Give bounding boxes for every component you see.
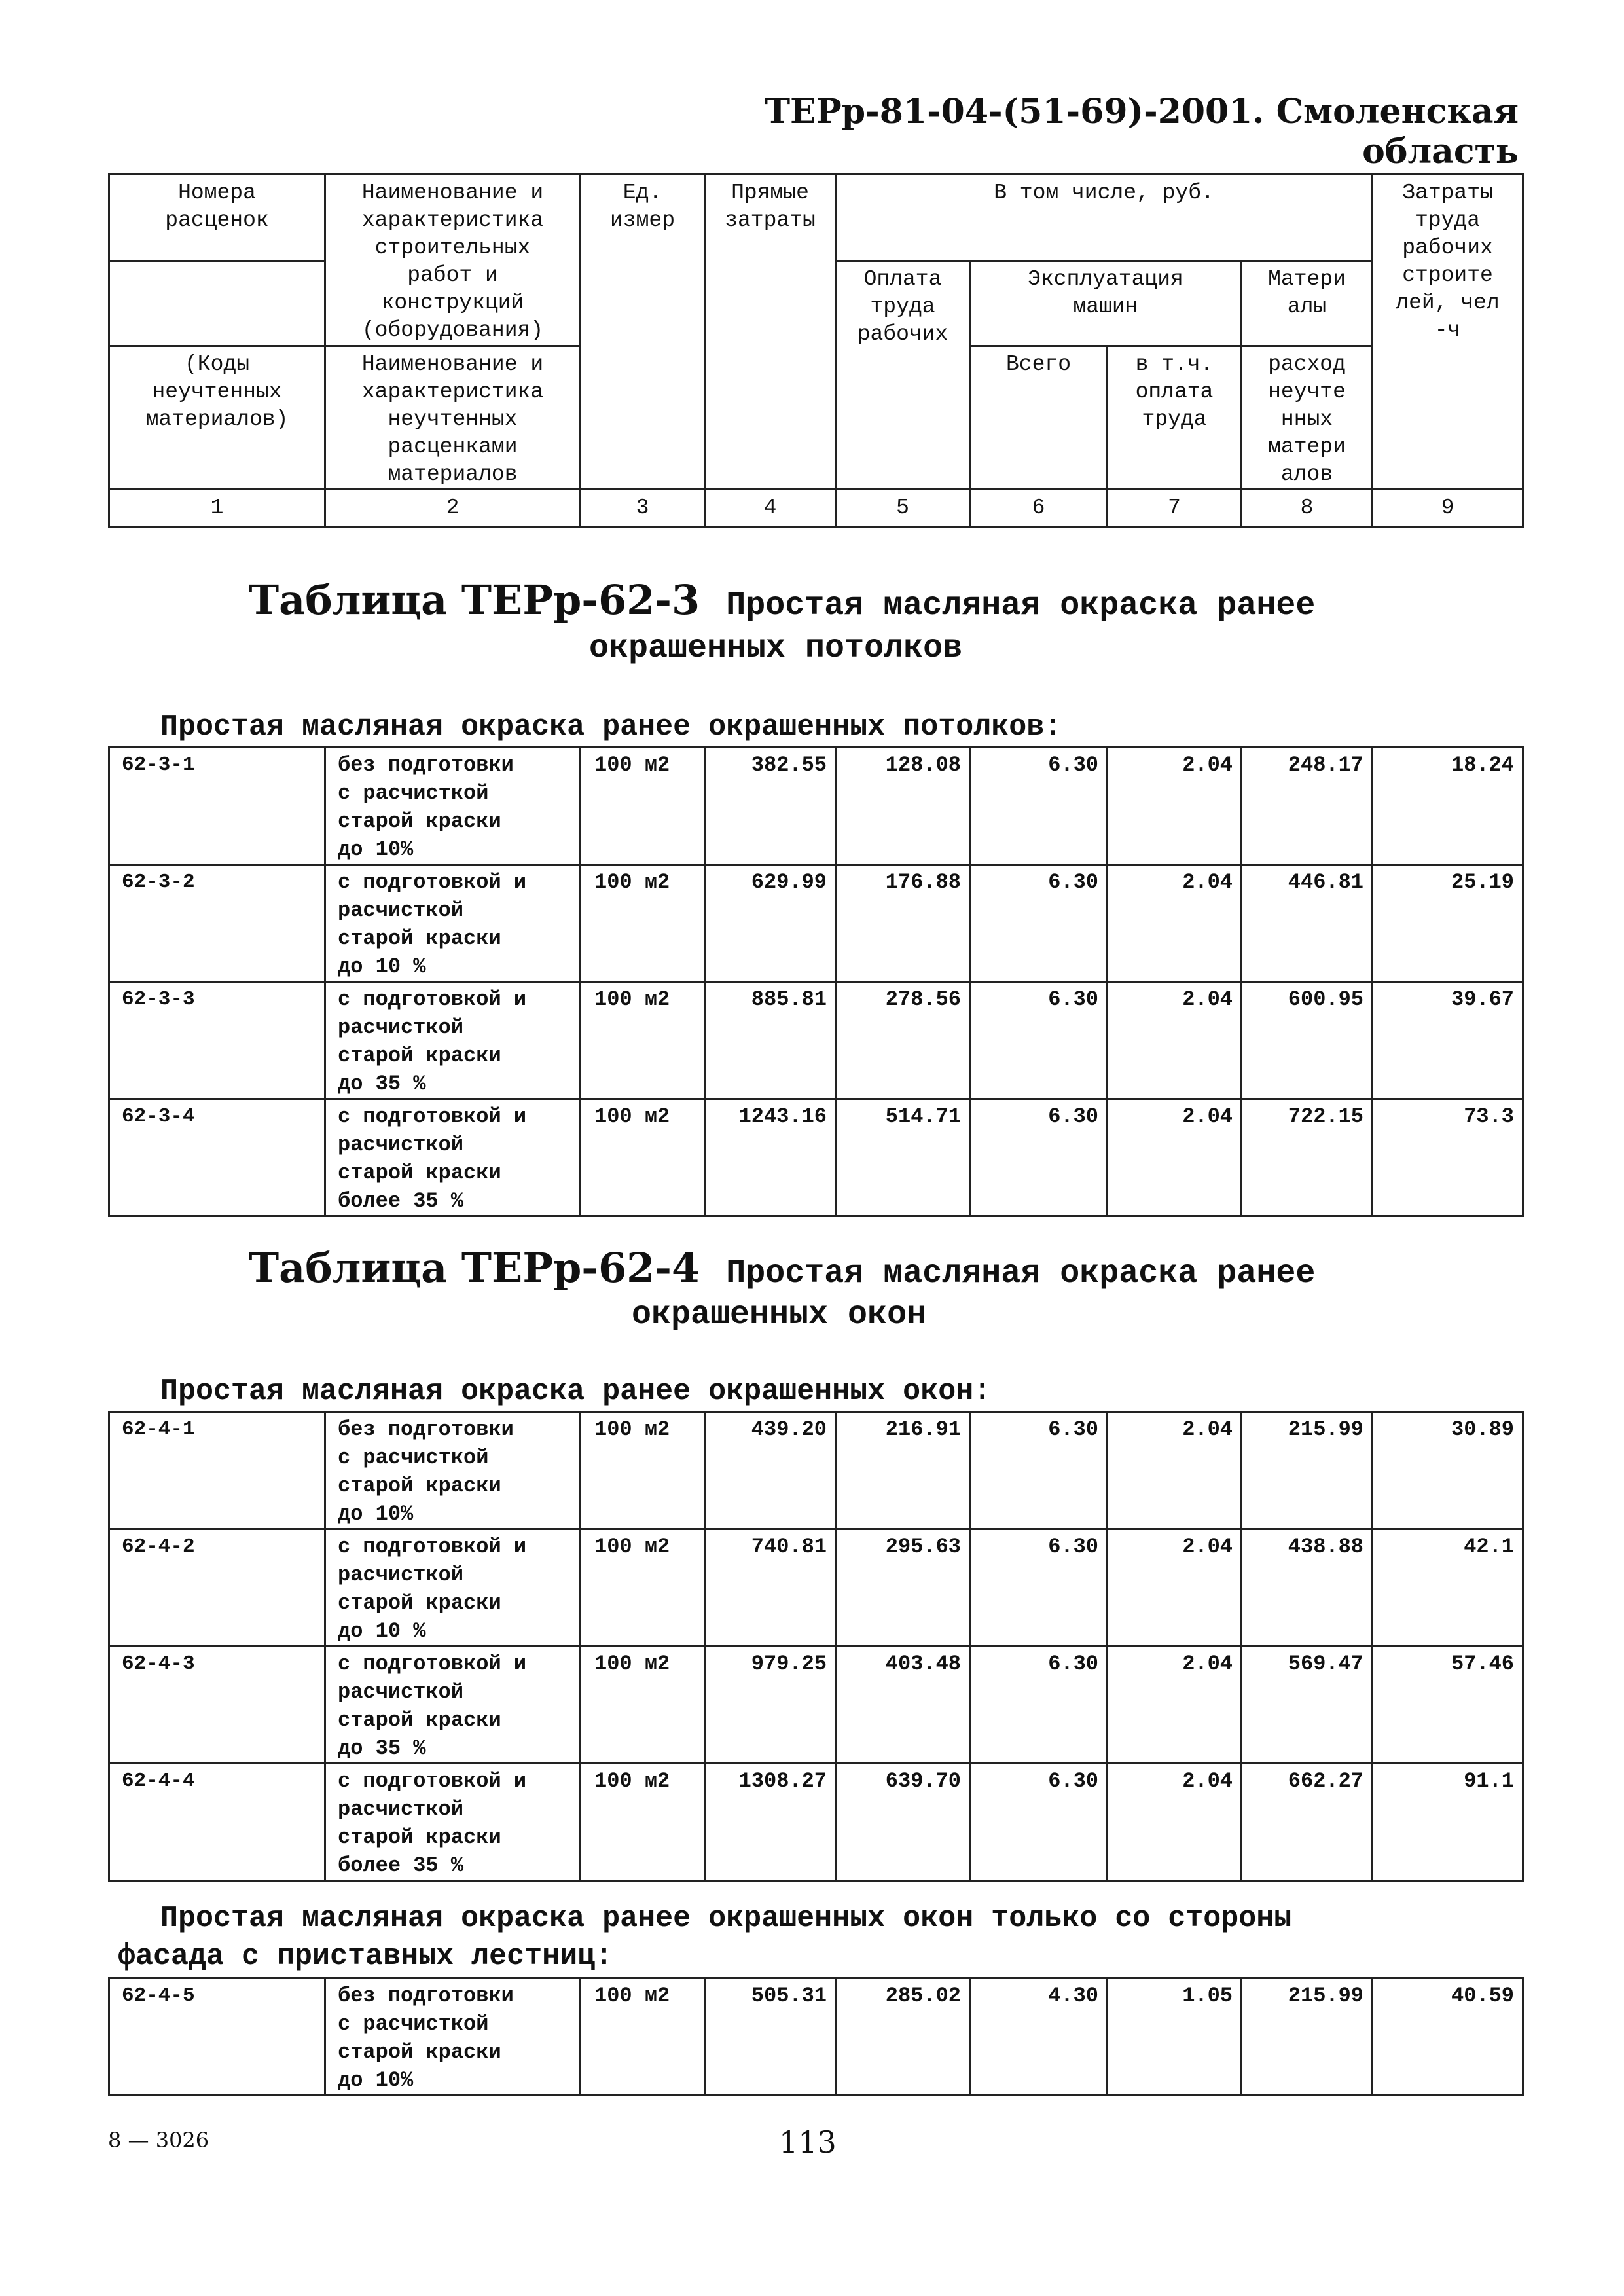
description-line: с расчисткой [338,2012,489,2036]
rate-code: 62-3-2 [109,865,325,982]
table-62-3-heading [249,576,1315,625]
machines-total: 6.30 [970,982,1108,1099]
machines-labor-pay: 2.04 [1108,865,1242,982]
machines-labor-pay: 2.04 [1108,1099,1242,1216]
labor-hours: 57.46 [1373,1647,1523,1764]
description-line: с расчисткой [338,781,489,805]
labor-pay: 128.08 [836,748,970,865]
table-subtitle: Простая масляная окраска ранее [726,587,1316,625]
table-row [109,1647,1523,1764]
description-line: с подготовкой и [338,1769,527,1793]
table-62-3 [108,746,1524,1217]
table-subtitle: окрашенных потолков [589,630,963,667]
header-rate-numbers-spacer [109,261,325,346]
labor-pay: 514.71 [836,1099,970,1216]
labor-pay: 278.56 [836,982,970,1099]
description-line: до 35 % [338,1072,426,1096]
table-row [109,1529,1523,1647]
labor-hours: 73.3 [1373,1099,1523,1216]
work-description [325,1412,581,1529]
table-62-4-facade [108,1977,1524,2096]
description-line: до 10 % [338,1619,426,1643]
machines-total: 6.30 [970,748,1108,865]
rate-code: 62-4-4 [109,1764,325,1881]
labor-hours: 39.67 [1373,982,1523,1099]
machines-total: 4.30 [970,1978,1108,2096]
description-line: старой краски [338,809,501,833]
work-description [325,982,581,1099]
labor-hours: 91.1 [1373,1764,1523,1881]
column-number: 8 [1242,490,1373,528]
table-row [109,865,1523,982]
materials: 248.17 [1242,748,1373,865]
materials: 438.88 [1242,1529,1373,1647]
work-description [325,1529,581,1647]
table-title: Таблица ТЕРр-62-4 [249,1244,700,1292]
section-heading: Простая масляная окраска ранее окрашенных потолков: [160,710,1062,744]
table-subtitle: Простая масляная окраска ранее [726,1255,1316,1292]
work-description [325,1647,581,1764]
materials: 662.27 [1242,1764,1373,1881]
column-number: 2 [325,490,581,528]
work-description [325,1099,581,1216]
work-description [325,1764,581,1881]
description-line: с расчисткой [338,1446,489,1470]
machines-labor-pay: 2.04 [1108,1764,1242,1881]
description-line: с подготовкой и [338,987,527,1011]
table-row [109,982,1523,1099]
description-line: расчисткой [338,1133,464,1157]
rate-code: 62-3-3 [109,982,325,1099]
work-description [325,748,581,865]
direct-costs: 382.55 [705,748,836,865]
header-machines-labor: в т.ч. оплата труда [1108,346,1242,490]
machines-labor-pay: 1.05 [1108,1978,1242,2096]
work-description [325,865,581,982]
description-line: старой краски [338,1825,501,1850]
description-line: расчисткой [338,898,464,922]
section-heading: фасада с приставных лестниц: [118,1940,613,1973]
machines-labor-pay: 2.04 [1108,1529,1242,1647]
machines-labor-pay: 2.04 [1108,1412,1242,1529]
table-subtitle: окрашенных окон [632,1296,927,1334]
column-number: 9 [1373,490,1523,528]
description-line: без подготовки [338,753,514,777]
description-line: до 10% [338,837,414,862]
work-description [325,1978,581,2096]
description-line: без подготовки [338,1984,514,2008]
column-number: 3 [581,490,705,528]
machines-total: 6.30 [970,1412,1108,1529]
description-line: старой краски [338,1044,501,1068]
description-line: без подготовки [338,1417,514,1442]
header-materials: Матери алы [1242,261,1373,346]
document-header: ТЕРр-81-04-(51-69)-2001. Смоленская область [765,92,1519,172]
unit-of-measure: 100 м2 [581,748,705,865]
header-material-codes: (Коды неучтенных материалов) [109,346,325,490]
labor-pay: 285.02 [836,1978,970,2096]
description-line: с подготовкой и [338,1104,527,1129]
labor-pay: 176.88 [836,865,970,982]
direct-costs: 885.81 [705,982,836,1099]
description-line: с подготовкой и [338,1652,527,1676]
labor-hours: 18.24 [1373,748,1523,865]
direct-costs: 1308.27 [705,1764,836,1881]
materials: 446.81 [1242,865,1373,982]
header-unit: Ед. измер [581,175,705,490]
column-number: 6 [970,490,1108,528]
labor-pay: 295.63 [836,1529,970,1647]
rate-code: 62-4-2 [109,1529,325,1647]
materials: 600.95 [1242,982,1373,1099]
description-line: до 10% [338,2068,414,2092]
header-unaccounted-consumption: расход неучте нных матери алов [1242,346,1373,490]
footer-code: 8 — 3026 [108,2128,209,2153]
description-line: до 35 % [338,1736,426,1760]
machines-total: 6.30 [970,1529,1108,1647]
column-header-table [108,173,1524,528]
direct-costs: 505.31 [705,1978,836,2096]
description-line: старой краски [338,1161,501,1185]
rate-code: 62-4-3 [109,1647,325,1764]
description-line: расчисткой [338,1563,464,1587]
labor-hours: 42.1 [1373,1529,1523,1647]
rate-code: 62-3-4 [109,1099,325,1216]
unit-of-measure: 100 м2 [581,1412,705,1529]
description-line: старой краски [338,1708,501,1732]
description-line: расчисткой [338,1797,464,1821]
column-number: 5 [836,490,970,528]
labor-pay: 403.48 [836,1647,970,1764]
materials: 722.15 [1242,1099,1373,1216]
direct-costs: 439.20 [705,1412,836,1529]
table-row [109,1099,1523,1216]
unit-of-measure: 100 м2 [581,1529,705,1647]
labor-hours: 40.59 [1373,1978,1523,2096]
header-machines: Эксплуатация машин [970,261,1242,346]
header-machines-total: Всего [970,346,1108,490]
table-62-4-heading [249,1244,1315,1292]
labor-hours: 25.19 [1373,865,1523,982]
description-line: старой краски [338,2040,501,2064]
machines-total: 6.30 [970,1764,1108,1881]
unit-of-measure: 100 м2 [581,1647,705,1764]
labor-pay: 639.70 [836,1764,970,1881]
description-line: с подготовкой и [338,1535,527,1559]
unit-of-measure: 100 м2 [581,1978,705,2096]
materials: 215.99 [1242,1412,1373,1529]
page-number: 113 [779,2124,837,2160]
rate-code: 62-4-5 [109,1978,325,2096]
description-line: более 35 % [338,1853,464,1878]
machines-labor-pay: 2.04 [1108,748,1242,865]
header-labor-pay: Оплата труда рабочих [836,261,970,490]
table-row [109,1978,1523,2096]
column-number: 4 [705,490,836,528]
table-row [109,1764,1523,1881]
description-line: расчисткой [338,1680,464,1704]
direct-costs: 1243.16 [705,1099,836,1216]
labor-pay: 216.91 [836,1412,970,1529]
materials: 569.47 [1242,1647,1373,1764]
table-row [109,1412,1523,1529]
rate-code: 62-3-1 [109,748,325,865]
machines-total: 6.30 [970,1099,1108,1216]
direct-costs: 740.81 [705,1529,836,1647]
unit-of-measure: 100 м2 [581,1764,705,1881]
description-line: старой краски [338,926,501,951]
description-line: более 35 % [338,1189,464,1213]
table-row [109,748,1523,865]
header-direct-costs: Прямые затраты [705,175,836,490]
section-heading: Простая масляная окраска ранее окрашенных окон только со стороны [160,1902,1292,1935]
machines-labor-pay: 2.04 [1108,982,1242,1099]
materials: 215.99 [1242,1978,1373,2096]
column-number: 7 [1108,490,1242,528]
direct-costs: 629.99 [705,865,836,982]
column-number: 1 [109,490,325,528]
description-line: до 10% [338,1502,414,1526]
table-62-4 [108,1411,1524,1882]
machines-total: 6.30 [970,1647,1108,1764]
unit-of-measure: 100 м2 [581,982,705,1099]
header-labor-hours: Затраты труда рабочих строите лей, чел -ч [1373,175,1523,490]
description-line: расчисткой [338,1015,464,1040]
description-line: старой краски [338,1591,501,1615]
machines-labor-pay: 2.04 [1108,1647,1242,1764]
header-unaccounted-materials: Наименование и характеристика неучтенных расценками материалов [325,346,581,490]
header-rate-numbers: Номера расценок [109,175,325,261]
labor-hours: 30.89 [1373,1412,1523,1529]
header-work-name: Наименование и характеристика строительных работ и конструкций (оборудования) [325,175,581,346]
machines-total: 6.30 [970,865,1108,982]
table-title: Таблица ТЕРр-62-3 [249,576,700,624]
rate-code: 62-4-1 [109,1412,325,1529]
header-including: В том числе, руб. [836,175,1373,261]
unit-of-measure: 100 м2 [581,865,705,982]
unit-of-measure: 100 м2 [581,1099,705,1216]
description-line: старой краски [338,1474,501,1498]
direct-costs: 979.25 [705,1647,836,1764]
description-line: с подготовкой и [338,870,527,894]
description-line: до 10 % [338,955,426,979]
section-heading: Простая масляная окраска ранее окрашенных окон: [160,1375,992,1408]
